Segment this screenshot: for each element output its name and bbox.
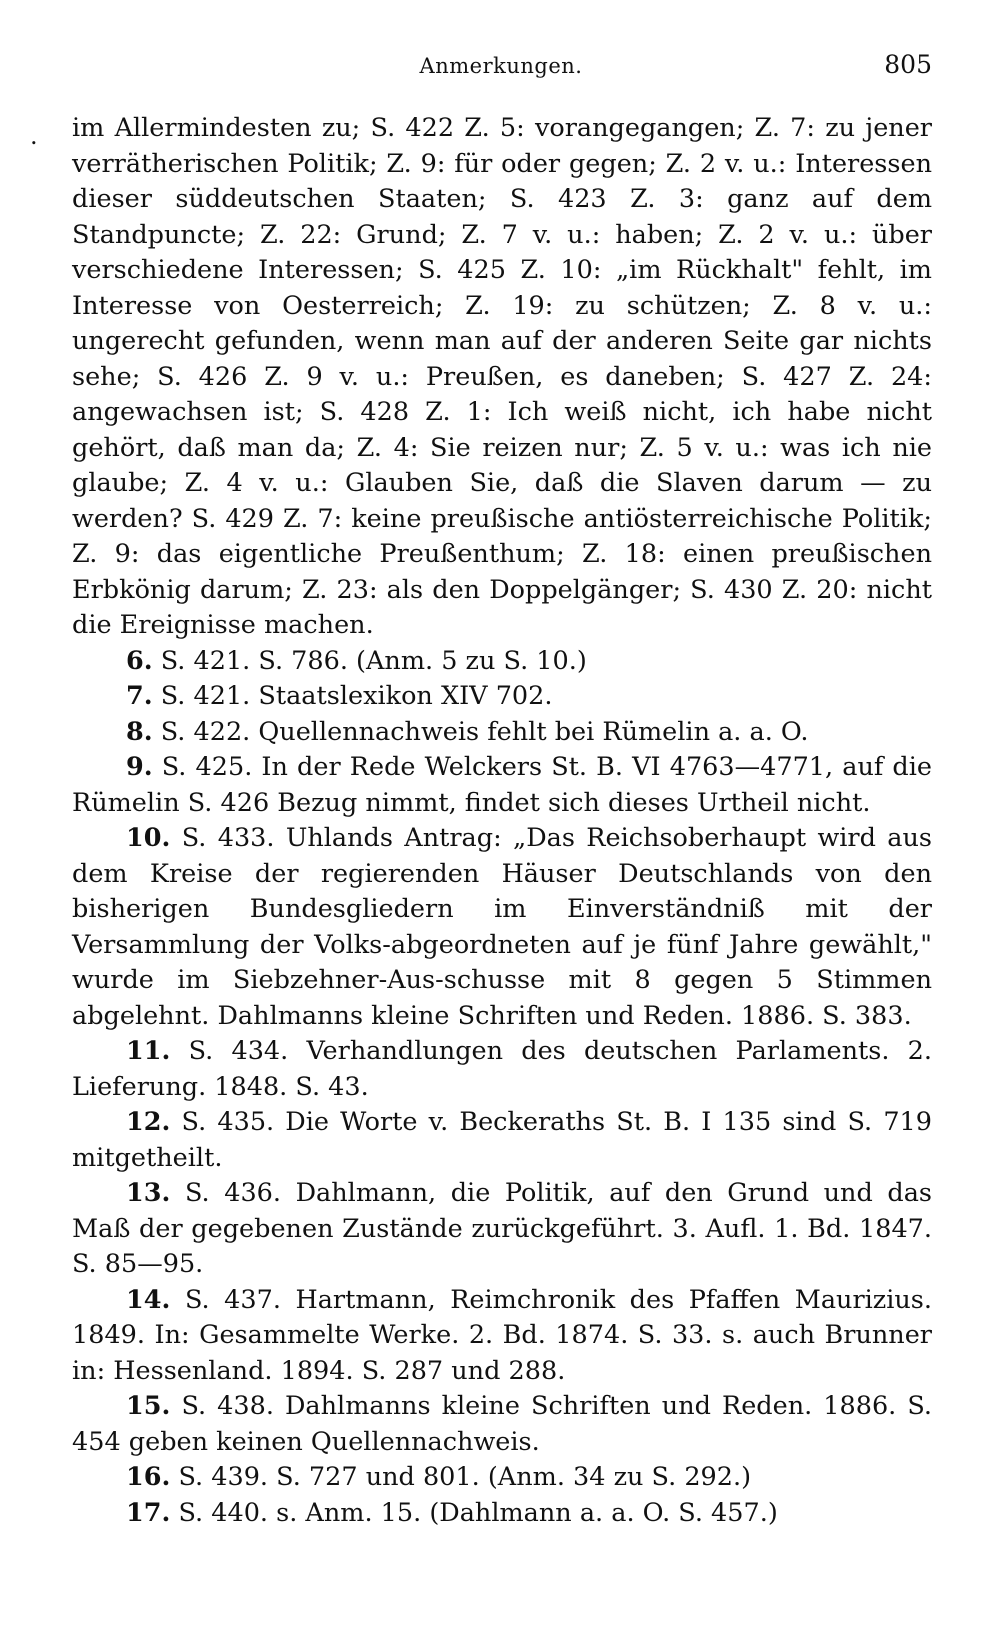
note-17: [72, 1496, 932, 1532]
notes-body: [72, 111, 932, 1531]
note-text: S. 436. Dahlmann, die Politik, auf den Grund und das Maß der gegebenen Zustände zurückgeführt. 3. Aufl. 1. Bd. 1847. S. 85—95.: [72, 1178, 933, 1279]
note-number: 13.: [126, 1178, 171, 1208]
page-header: [70, 48, 932, 88]
note-text: S. 438. Dahlmanns kleine Schriften und Reden. 1886. S. 454 geben keinen Quellennachweis.: [72, 1391, 932, 1457]
note-14: [72, 1283, 932, 1390]
running-head: Anmerkungen.: [419, 54, 583, 78]
note-text: S. 433. Uhlands Antrag: „Das Reichsoberhaupt wird aus dem Kreise der regierenden Häuser Deutschlands von den bisherigen Bundesgliedern im Einverständniß mit der Versammlung der Volks-abgeordneten auf je fünf Jahre gewählt," wurde im Siebzehner-Aus-schusse mit 8 gegen 5 Stimmen abgelehnt. Dahlmanns kleine Schriften und Reden. 1886. S. 383.: [72, 823, 932, 1031]
note-13: [72, 1176, 932, 1283]
note-text: S. 435. Die Worte v. Beckeraths St. B. I 135 sind S. 719 mitgetheilt.: [72, 1107, 932, 1173]
note-text: S. 439. S. 727 und 801. (Anm. 34 zu S. 292.): [178, 1462, 752, 1492]
note-number: 17.: [126, 1497, 171, 1528]
note-8: [72, 715, 932, 751]
note-12: [72, 1105, 932, 1176]
note-number: 12.: [126, 1107, 171, 1137]
continuation-paragraph: im Allermindesten zu; S. 422 Z. 5: vorangegangen; Z. 7: zu jener verrätherischen Politik; Z. 9: für oder gegen; Z. 2 v. u.: Interessen dieser süddeutschen Staaten; S. 423 Z. 3: ganz auf dem Standpuncte; Z. 22: Grund; Z. 7 v. u.: haben; Z. 2 v. u.: über verschiedene Interessen; S. 425 Z. 10: „im Rückhalt" fehlt, im Interesse von Oesterreich; Z. 19: zu schützen; Z. 8 v. u.: ungerecht gefunden, wenn man auf der anderen Seite gar nichts sehe; S. 426 Z. 9 v. u.: Preußen, es daneben; S. 427 Z. 24: angewachsen ist; S. 428 Z. 1: Ich weiß nicht, ich habe nicht gehört, daß man da; Z. 4: Sie reizen nur; Z. 5 v. u.: was ich nie glaube; Z. 4 v. u.: Glauben Sie, daß die Slaven darum — zu werden? S. 429 Z. 7: keine preußische antiösterreichische Politik; Z. 9: das eigentliche Preußenthum; Z. 18: einen preußischen Erbkönig darum; Z. 23: als den Doppelgänger; S. 430 Z. 20: nicht die Ereignisse machen.: [72, 113, 932, 640]
note-number: 14.: [126, 1284, 171, 1315]
note-text: S. 425. In der Rede Welckers St. B. VI 4763—4771, auf die Rümelin S. 426 Bezug nimmt, findet sich dieses Urtheil nicht.: [72, 752, 932, 818]
note-7: [72, 679, 932, 715]
note-text: S. 421. S. 786. (Anm. 5 zu S. 10.): [160, 645, 587, 676]
note-9: [72, 750, 932, 821]
note-text: S. 434. Verhandlungen des deutschen Parlaments. 2. Lieferung. 1848. S. 43.: [72, 1036, 932, 1102]
note-number: 8.: [126, 716, 153, 747]
page-number: 805: [884, 50, 932, 79]
note-text: S. 440. s. Anm. 15. (Dahlmann a. a. O. S. 457.): [178, 1497, 778, 1528]
note-number: 6.: [126, 645, 153, 676]
note-text: S. 437. Hartmann, Reimchronik des Pfaffen Maurizius. 1849. In: Gesammelte Werke. 2. Bd. 1874. S. 33. s. auch Brunner in: Hessenland. 1894. S. 287 und 288.: [72, 1284, 932, 1386]
note-number: 15.: [126, 1391, 171, 1421]
note-number: 7.: [126, 681, 153, 711]
note-6: [72, 644, 932, 680]
note-number: 10.: [126, 823, 171, 853]
note-11: [72, 1034, 932, 1105]
note-16: [72, 1460, 932, 1496]
note-text: S. 421. Staatslexikon XIV 702.: [160, 681, 553, 711]
margin-mark: .: [30, 122, 38, 150]
note-number: 16.: [126, 1462, 171, 1492]
note-number: 11.: [126, 1036, 171, 1066]
note-15: [72, 1389, 932, 1460]
note-number: 9.: [126, 752, 153, 782]
note-10: [72, 821, 932, 1034]
note-text: S. 422. Quellennachweis fehlt bei Rümelin a. a. O.: [160, 716, 809, 747]
